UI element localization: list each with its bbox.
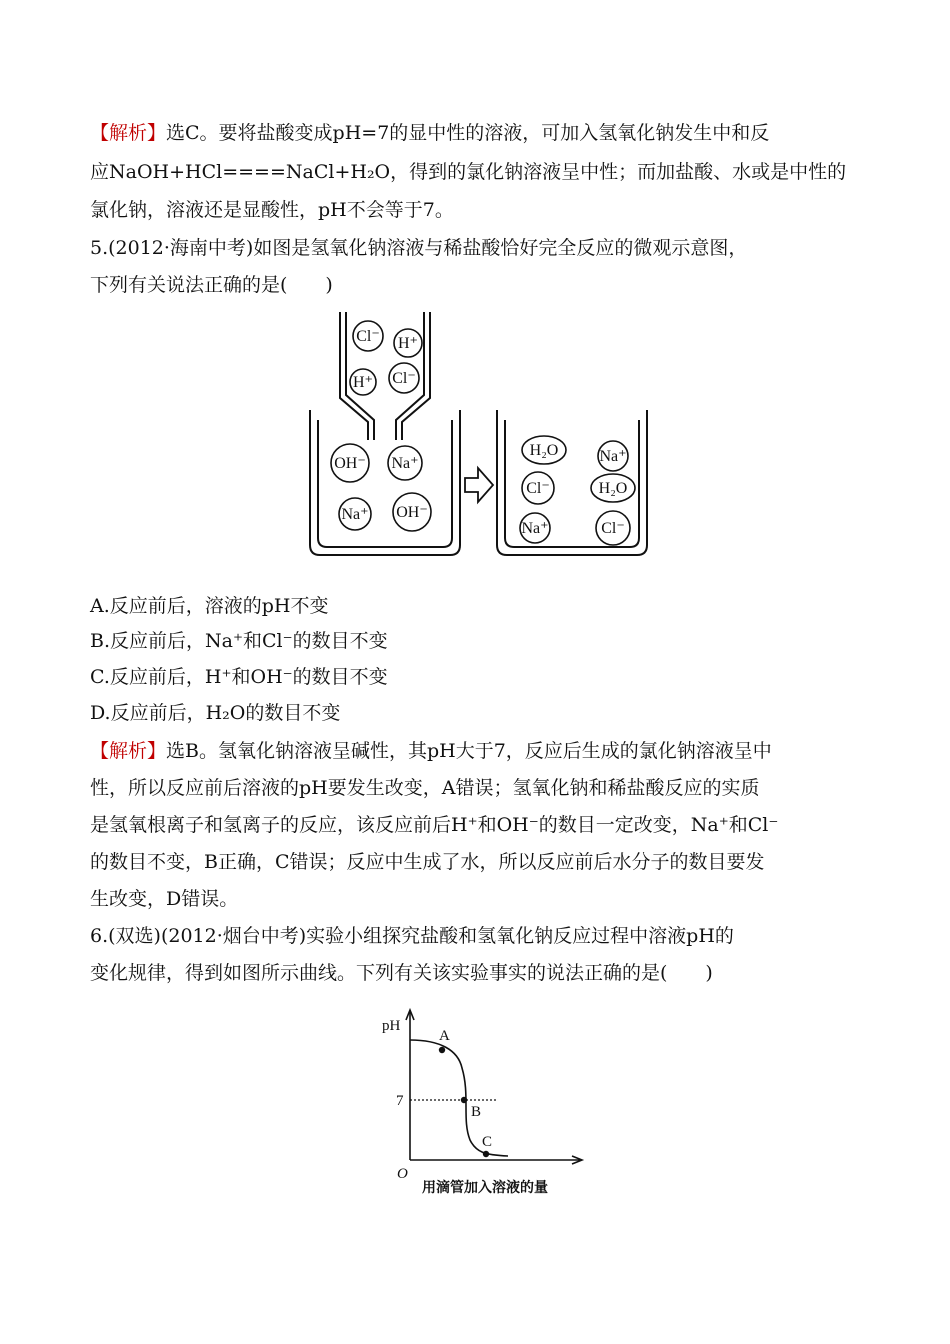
left-ion-label-4: OH⁻ [396,504,428,521]
x-axis-label: 用滴管加入溶液的量 [422,1180,548,1196]
q5-stem-line2: 下列有关说法正确的是( ) [90,274,333,296]
q5-analysis-line1: 【解析】选B。氢氧化钠溶液呈碱性，其pH大于7，反应后生成的氯化钠溶液呈中 [90,740,772,762]
q5-option-a: A.反应前后，溶液的pH不变 [90,595,329,617]
origin-label: O [397,1166,408,1182]
ph-curve [410,1040,508,1156]
right-ion-label-1: H₂O [529,442,559,459]
analysis-tag: 【解析】 [90,122,167,144]
q6-stem-line1: 6.(双选)(2012·烟台中考)实验小组探究盐酸和氢氧化钠反应过程中溶液pH的 [90,925,734,947]
q4-analysis-line2: 应NaOH+HCl====NaCl+H₂O，得到的氯化钠溶液呈中性；而加盐酸、水或是中性的 [90,161,847,183]
point-c [483,1151,489,1157]
dropper-ion-label-4: Cl⁻ [392,370,416,387]
reaction-diagram [300,310,660,560]
analysis-tag: 【解析】 [90,740,167,762]
point-label-a: A [439,1028,450,1044]
dropper-ion-label-3: H⁺ [353,374,373,391]
q4-analysis-line3: 氯化钠，溶液还是显酸性，pH不会等于7。 [90,199,454,221]
q5-analysis-line2: 性，所以反应前后溶液的pH要发生改变，A错误；氢氧化钠和稀盐酸反应的实质 [90,777,760,799]
q5-analysis-line5: 生改变，D错误。 [90,888,239,910]
y-axis-label: pH [382,1018,401,1034]
q5-analysis-line4: 的数目不变，B正确，C错误；反应中生成了水，所以反应前后水分子的数目要发 [90,851,765,873]
right-ion-label-2: Na⁺ [599,448,627,465]
left-ion-label-2: Na⁺ [391,455,419,472]
q5-option-b: B.反应前后，Na⁺和Cl⁻的数目不变 [90,630,388,652]
point-b [461,1097,467,1103]
point-a [439,1047,445,1053]
left-ion-label-3: Na⁺ [341,506,369,523]
point-label-c: C [482,1134,493,1150]
right-ion-label-5: Na⁺ [521,520,549,537]
dropper-ion-label-2: H⁺ [398,335,418,352]
right-ion-label-4: H₂O [598,480,628,497]
q5-stem-line1: 5.(2012·海南中考)如图是氢氧化钠溶液与稀盐酸恰好完全反应的微观示意图， [90,237,748,259]
right-ion-label-3: Cl⁻ [526,480,550,497]
y-tick-7: 7 [396,1093,404,1109]
dropper-ion-label-1: Cl⁻ [356,328,380,345]
q6-stem-line2: 变化规律，得到如图所示曲线。下列有关该实验事实的说法正确的是( ) [90,962,713,984]
right-ion-label-6: Cl⁻ [601,520,625,537]
q5-analysis-line3: 是氢氧根离子和氢离子的反应，该反应前后H⁺和OH⁻的数目一定改变，Na⁺和Cl⁻ [90,814,779,836]
q5-option-c: C.反应前后，H⁺和OH⁻的数目不变 [90,666,388,688]
q4-analysis-line1: 【解析】选C。要将盐酸变成pH=7的显中性的溶液，可加入氢氧化钠发生中和反 [90,122,770,144]
point-label-b: B [471,1104,482,1120]
q5-option-d: D.反应前后，H₂O的数目不变 [90,702,341,724]
ph-curve-chart [370,1000,600,1200]
left-ion-label-1: OH⁻ [334,455,366,472]
